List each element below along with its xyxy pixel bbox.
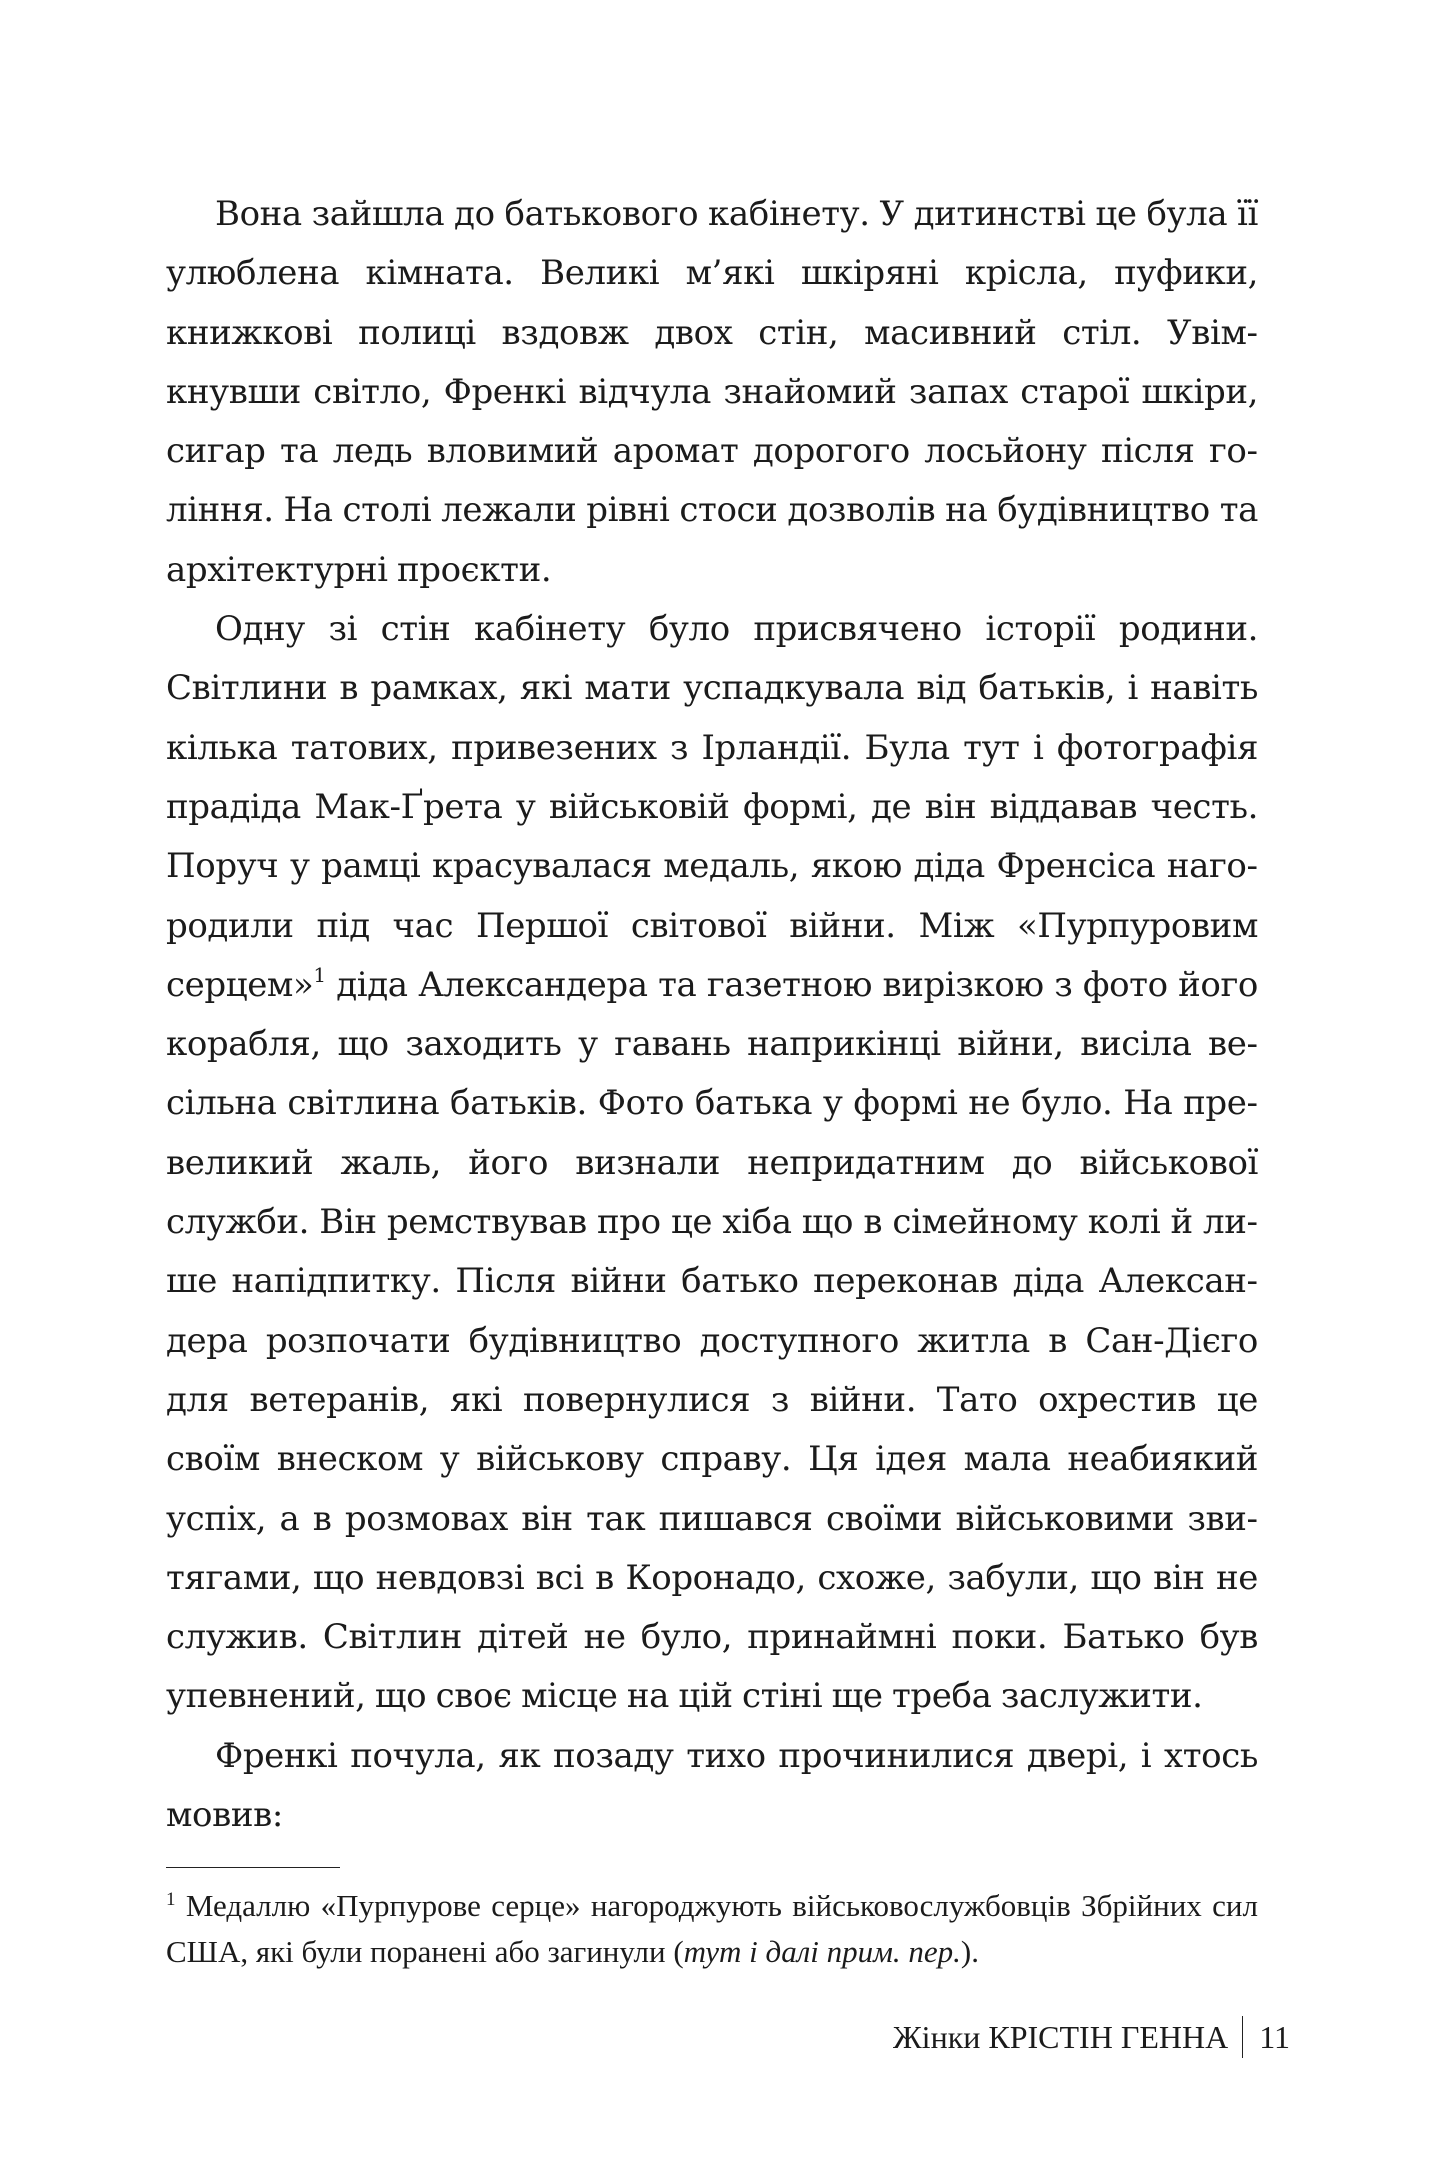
footnote: [166, 1883, 1258, 1975]
footnote-italic: тут і далі прим. пер.: [683, 1934, 961, 1969]
footer-separator: [1242, 2016, 1243, 2058]
footnote-body: Медаллю «Пурпурове серце» нагороджують військовослужбовців Збрійних сил США, які були поранені або загинули (: [166, 1888, 1258, 1969]
main-text: [166, 185, 1258, 1845]
running-title: Жінки КРІСТІН ГЕННА: [893, 2019, 1229, 2055]
footnote-end: ).: [960, 1934, 979, 1969]
footnote-marker: 1: [166, 1889, 176, 1910]
paragraph-2-part-2: діда Александера та газетною вирізкою з фото його корабля, що заходить у гавань наприкінці війни, висіла весільна світлина батьків. Фото батька у формі не було. На превеликий жаль, його визнали непридатним до військової служби. Він ремствував про це хіба що в сімейному колі й лише напідпитку. Після війни батько переконав діда Александера розпочати будівництво доступного житла в Сан-Дієго для ветеранів, які повернулися з війни. Тато охрестив це своїм внеском у військову справу. Ця ідея мала неабиякий успіх, а в розмовах він так пишався своїми військовими звитягами, що невдовзі всі в Коронадо, схоже, забули, що він не служив. Світлин дітей не було, принаймні поки. Батько був упевнений, що своє місце на цій стіні ще треба заслужити.: [166, 964, 1258, 1717]
paragraph-3: Френкі почула, як позаду тихо прочинилися двері, і хтось мовив:: [166, 1735, 1258, 1836]
footnote-reference[interactable]: 1: [313, 962, 326, 987]
paragraph-1: Вона зайшла до батькового кабінету. У дитинстві це була її улюблена кімната. Великі м’які шкіряні крісла, пуфики, книжкові полиці вздовж двох стін, масивний стіл. Увімкнувши світло, Френкі відчула знайомий запах старої шкіри, сигар та ледь вловимий аромат дорогого лосьйону після гоління. На столі лежали рівні стоси дозволів на будівництво та архітектурні проєкти.: [166, 194, 1258, 590]
footnote-text: [166, 1883, 1258, 1975]
footnote-divider: [166, 1867, 340, 1868]
running-footer: [893, 2016, 1290, 2058]
paragraph-2: [166, 600, 1258, 1727]
paragraph-2-part-1: Одну зі стін кабінету було присвячено історії родини. Світлини в рамках, які мати успадкувала від батьків, і навіть кілька татових, привезених з Ірландії. Була тут і фотографія прадіда Мак-Ґрета у військовій формі, де він віддавав честь. Поруч у рамці красувалася медаль, якою діда Френсіса нагородили під час Першої світової війни. Між «Пурпуровим серцем»: [166, 609, 1258, 1005]
page-number: 11: [1259, 2019, 1290, 2055]
